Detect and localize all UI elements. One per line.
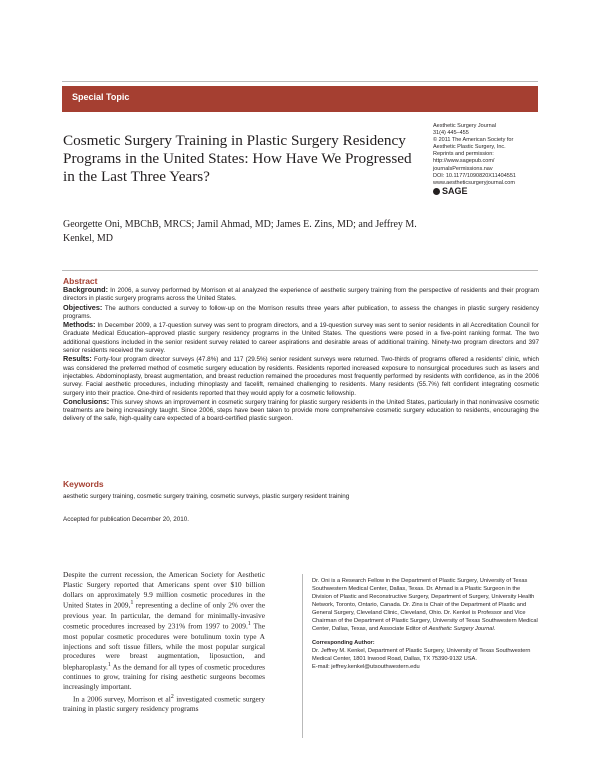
keywords-text: aesthetic surgery training, cosmetic surgery training, cosmetic surveys, plastic surgery resident training [63,493,350,500]
citation-ref[interactable]: 1 [247,621,251,628]
section-label: Special Topic [72,92,130,102]
article-title: Cosmetic Surgery Training in Plastic Surgery Residency Programs in the United States: How Have We Progressed in the Last Three Years? [63,132,412,185]
abstract-body [63,286,539,424]
body-text: Despite the current recession, the American Society for Aesthetic Plastic Surgery reported that Americans spent over $10 billion dollars on approximately 9.9 million cosmetic procedures in the United States in 2009, [63,570,265,610]
doi: DOI: 10.1177/1090820X11404551 [433,172,516,179]
journal-website[interactable]: www.aestheticsurgeryjournal.com [433,179,515,186]
objectives-label: Objectives: [63,302,103,312]
author-notes [312,577,540,671]
corresponding-email[interactable]: E-mail: jeffrey.kenkel@utsouthwestern.edu [312,664,420,670]
affiliations-text: Dr. Oni is a Research Fellow in the Department of Plastic Surgery, University of Texas Southwestern Medical Center, Dallas, Texas. Dr. Ahmad is a Plastic Surgeon in the Division of Plastic and Reconstructive Surgery, Department of Surgery, University Health Network, Toronto, Ontario, Canada. Dr. Zins is Chair of the Department of Plastic and General Surgery, Cleveland Clinic, Cleveland, Ohio. Dr. Kenkel is Professor and Vice Chairman of the Department of Plastic Surgery, University of Texas Southwestern Medical Center, Dallas, Texas, and Associate Editor of [312,578,538,632]
abstract-results [63,355,539,397]
conclusions-text: This survey shows an improvement in cosmetic surgery training for plastic surgery residents in the United States, particularly in that noninvasive cosmetic treatments are being increasingly taught. Since 2006, steps have been taken to provide more comprehensive cosmetic surgery education to residents, encouraging the delivery of the safe, high-quality care expected of a board-certified plastic surgeon. [63,398,539,423]
sage-logo-icon [433,188,440,195]
body-text: In a 2006 survey, Morrison et al [73,694,171,704]
citation-ref[interactable]: 2 [170,693,174,700]
section-banner [62,86,538,112]
copyright-line-2: Aesthetic Plastic Surgery, Inc. [433,144,506,151]
methods-label: Methods: [63,320,96,330]
journal-name: Aesthetic Surgery Journal [433,123,496,129]
reprints-url[interactable]: http://www.sagepub.com/ [433,158,495,165]
methods-text: In December 2009, a 17-question survey was sent to program directors, and a 19-question survey was sent to senior residents in all Accreditation Council for Graduate Medical Education–approved plastic surgery residency programs in the United States. The questions were posed in a five-point ranking format. The two additional questions included in the senior resident survey related to career aspirations and desirable areas of additional training. Ninety-two program directors and 397 senior residents received the survey. [63,322,539,355]
abstract-rule [62,270,538,271]
body-text: As the demand for all types of cosmetic procedures continues to grow, training for rising aesthetic surgeons becomes increasingly important. [63,662,265,692]
body-text: representing a decline of only 2% over the previous year. In particular, the demand for minimally-invasive cosmetic procedures increased by 231% from 1997 to 2009. [63,600,265,631]
conclusions-label: Conclusions: [63,396,110,406]
accepted-date: Accepted for publication December 20, 2010. [63,516,190,523]
results-text: Forty-four program director surveys (47.8%) and 117 (29.5%) senior resident surveys were returned. Two-thirds of programs offered a residents' clinic, which was considered the preferred method of cosmetic surgery education by residents. Residents reported increased exposure to nonsurgical procedures such as lasers and injectables. Abdominoplasty, breast augmentation, and breast reduction remained the procedures most frequently performed by residents with confidence, as in the 2006 survey. Facial aesthetic procedures, including rhinoplasty and facelift, remained challenging to residents. Many residents (55.7%) felt confident integrating cosmetic surgery into their practice. One-third of residents reported that they would apply for a cosmetic fellowship. [63,356,539,397]
abstract-methods [63,321,539,355]
top-rule [62,81,538,82]
background-label: Background: [63,285,108,294]
abstract-heading: Abstract [63,276,98,286]
body-paragraph-1 [63,570,265,692]
affiliations: Dr. Oni is a Research Fellow in the Department of Plastic Surgery, University of Texas Southwestern Medical Center, Dallas, Texas. Dr. Ahmad is a Plastic Surgeon in the Division of Plastic and Reconstructive Surgery, Department of Surgery, University Health Network, Toronto, Ontario, Canada. Dr. Zins is Chair of the Department of Plastic and General Surgery, Cleveland Clinic, Cleveland, Ohio. Dr. Kenkel is Professor and Vice Chairman of the Department of Plastic Surgery, University of Texas Southwestern Medical Center, Dallas, Texas, and Associate Editor of Aesthetic Surgery Journal. [312,578,538,632]
publisher-name: SAGE [442,185,468,196]
background-text: In 2006, a survey performed by Morrison et al analyzed the experience of aesthetic surgery training from the perspective of residents and their program directors in plastic surgery programs across the United States. [63,287,539,303]
results-label: Results: [63,354,92,364]
corresponding-heading: Corresponding Author: [312,640,375,646]
abstract-objectives [63,304,539,322]
citation-ref[interactable]: 1 [107,662,111,669]
journal-meta [433,123,543,195]
copyright-line-1: © 2011 The American Society for [433,137,514,144]
citation-ref[interactable]: 1 [130,600,134,607]
reprints-label: Reprints and permission: [433,151,494,158]
body-text: investigated cosmetic surgery training in plastic surgery residency programs [63,694,265,714]
objectives-text: The authors conducted a survey to follow-up on the Morrison results three years after publication, to assess the changes in plastic surgery residency programs. [63,304,539,320]
body-text: The most popular cosmetic procedures were botulinum toxin type A injections and soft tissue fillers, while the most popular surgical procedures were breast augmentation, liposuction, and blepharoplasty. [63,621,265,672]
corresponding-address: Dr. Jeffrey M. Kenkel, Department of Plastic Surgery, University of Texas Southwestern Medical Center, 1801 Inwood Road, Dallas, TX 75390-9132 USA. [312,648,531,662]
abstract-background [63,286,539,304]
abstract-conclusions [63,398,539,424]
journal-volume: 31(4) 445–455 [433,130,469,137]
journal-italic: Aesthetic Surgery Journal [428,626,494,632]
column-divider [302,574,303,738]
keywords-heading: Keywords [63,479,104,489]
body-paragraph-2 [63,693,265,714]
publisher-logo [433,185,543,196]
author-list: Georgette Oni, MBChB, MRCS; Jamil Ahmad, MD; James E. Zins, MD; and Jeffrey M. Kenkel, MD [63,219,417,244]
body-text-column [63,570,265,714]
reprints-url-path[interactable]: journalsPermissions.nav [433,165,493,172]
